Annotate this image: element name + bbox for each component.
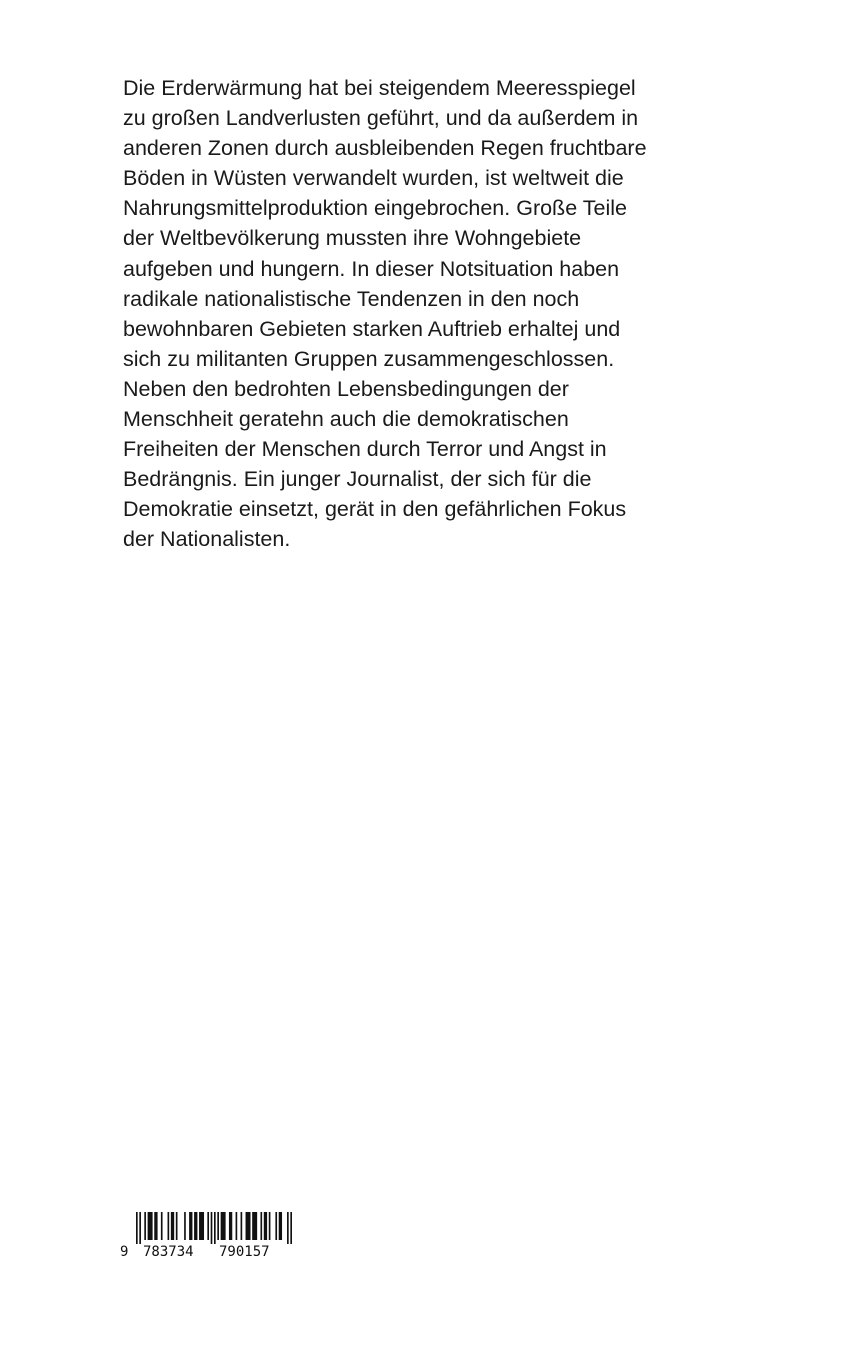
barcode-bar — [217, 1212, 219, 1240]
blurb-line: Nahrungsmittelproduktion eingebrochen. Große Teile — [123, 196, 627, 221]
barcode-bar — [279, 1212, 282, 1240]
barcode-bar — [184, 1212, 186, 1240]
barcode-bar — [221, 1212, 226, 1240]
barcode-bar — [264, 1212, 267, 1240]
barcode-bar — [287, 1212, 289, 1244]
barcode-bar — [241, 1212, 243, 1240]
barcode-bar — [290, 1212, 292, 1244]
barcode-bar — [161, 1212, 163, 1240]
barcode-bar — [236, 1212, 238, 1240]
barcode-left-digits: 783734 — [143, 1244, 194, 1260]
barcode-bar — [199, 1212, 204, 1240]
blurb-line: der Nationalisten. — [123, 527, 291, 552]
blurb-line: Menschheit geratehn auch die demokratischen — [123, 407, 569, 432]
blurb-line: Bedrängnis. Ein junger Journalist, der sich für die — [123, 467, 592, 492]
barcode-bar — [171, 1212, 174, 1240]
barcode-right-digits: 790157 — [219, 1244, 270, 1260]
isbn-barcode — [118, 1212, 298, 1262]
back-cover-blurb — [123, 73, 763, 555]
blurb-line: Demokratie einsetzt, gerät in den gefährlichen Fokus — [123, 497, 627, 522]
barcode-bar — [154, 1212, 157, 1240]
barcode-bar — [148, 1212, 153, 1240]
barcode-bar — [176, 1212, 178, 1240]
barcode-bar — [168, 1212, 170, 1240]
blurb-line: der Weltbevölkerung mussten ihre Wohngebiete — [123, 226, 582, 251]
barcode-bar — [229, 1212, 232, 1240]
blurb-line: sich zu militanten Gruppen zusammengeschlossen. — [123, 346, 615, 371]
barcode-digits — [118, 1243, 298, 1261]
blurb-line: anderen Zonen durch ausbleibenden Regen fruchtbare — [123, 136, 647, 161]
blurb-line: Neben den bedrohten Lebensbedingungen der — [123, 376, 569, 401]
barcode-bar — [194, 1212, 197, 1240]
blurb-line: bewohnbaren Gebieten starken Auftrieb erhaltej und — [123, 316, 621, 341]
barcode-bar — [260, 1212, 262, 1240]
blurb-line: Böden in Wüsten verwandelt wurden, ist weltweit die — [123, 166, 624, 191]
barcode-bar — [269, 1212, 271, 1240]
blurb-line: aufgeben und hungern. In dieser Notsituation haben — [123, 256, 620, 281]
barcode-bar — [246, 1212, 251, 1240]
blurb-line: radikale nationalistische Tendenzen in den noch — [123, 286, 580, 311]
barcode-lead-digit: 9 — [120, 1244, 129, 1260]
barcode-bar — [211, 1212, 213, 1244]
barcode-bar — [139, 1212, 141, 1244]
blurb-line: Die Erderwärmung hat bei steigendem Meeresspiegel — [123, 76, 636, 100]
barcode-bar — [136, 1212, 138, 1244]
barcode-bar — [189, 1212, 192, 1240]
blurb-line: Freiheiten der Menschen durch Terror und Angst in — [123, 437, 607, 462]
barcode-bars — [136, 1212, 292, 1244]
barcode-bar — [275, 1212, 277, 1240]
barcode-bar — [207, 1212, 209, 1240]
barcode-bar — [214, 1212, 216, 1244]
blurb-line: zu großen Landverlusten geführt, und da außerdem in — [123, 106, 639, 131]
barcode-bar — [144, 1212, 146, 1240]
barcode-bar — [252, 1212, 257, 1240]
